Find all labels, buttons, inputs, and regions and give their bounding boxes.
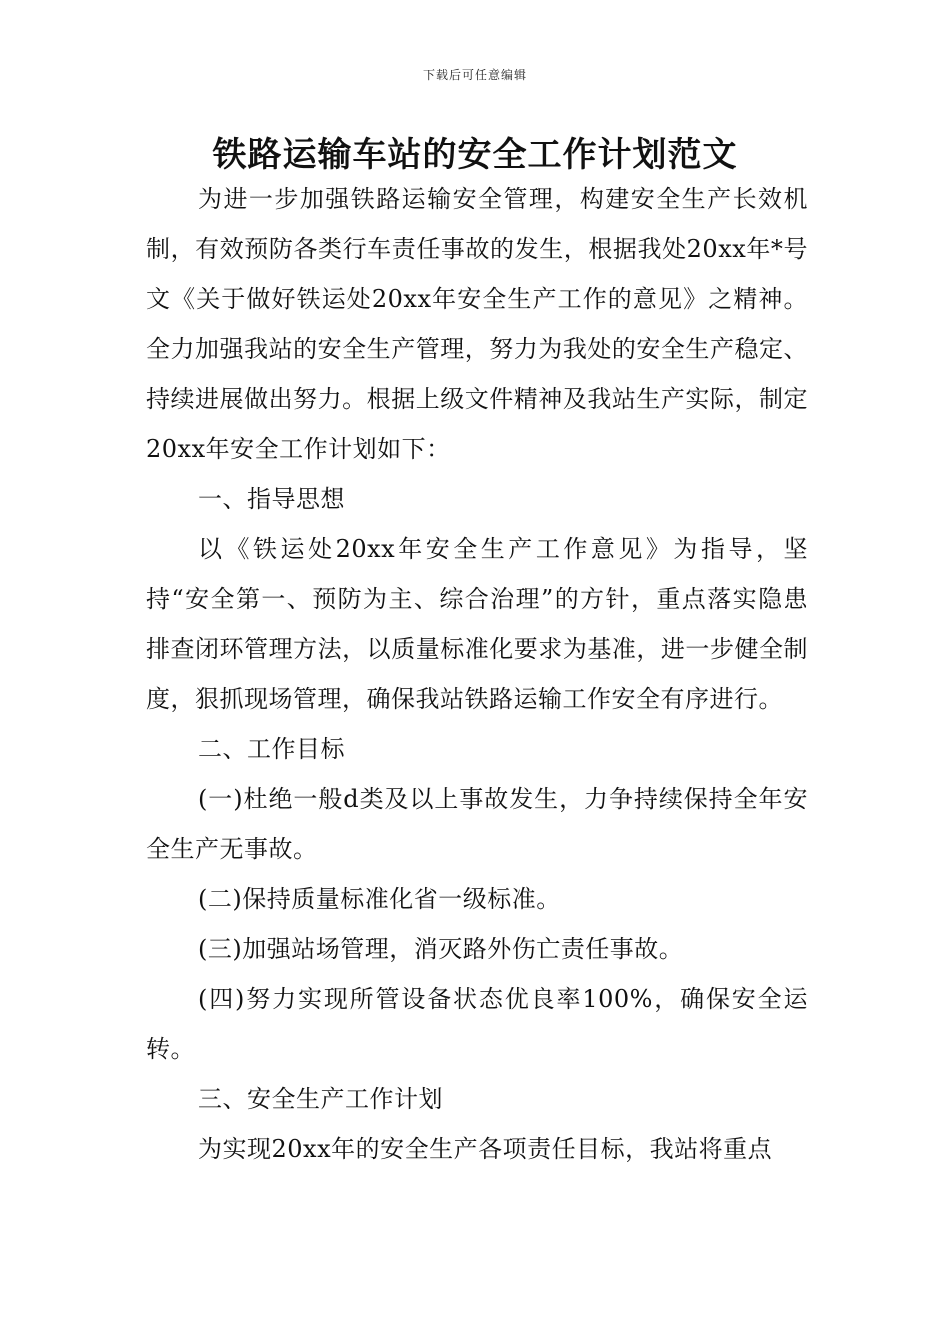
goal-item-2: (二)保持质量标准化省一级标准。 — [198, 885, 561, 913]
section-heading-work-plan: 三、安全生产工作计划 — [198, 1085, 443, 1113]
header-note: 下载后可任意编辑 — [422, 68, 527, 82]
document-title: 铁路运输车站的安全工作计划范文 — [212, 135, 738, 175]
section-heading-work-goals: 二、工作目标 — [198, 735, 345, 763]
goal-item-3: (三)加强站场管理，消灭路外伤亡责任事故。 — [198, 935, 684, 963]
goal-item-1: (一)杜绝一般d类及以上事故发生，力争持续保持全年安全生产无事故。 — [146, 785, 808, 863]
intro-paragraph: 为进一步加强铁路运输安全管理，构建安全生产长效机制，有效预防各类行车责任事故的发生，根据我处20xx年*号文《关于做好铁运处20xx年安全生产工作的意见》之精神。全力加强我站的安全生产管理，努力为我处的安全生产稳定、持续进展做出努力。根据上级文件精神及我站生产实际，制定20xx年安全工作计划如下： — [146, 185, 808, 463]
guiding-thought-paragraph: 以《铁运处20xx年安全生产工作意见》为指导，坚持“安全第一、预防为主、综合治理”的方针，重点落实隐患排查闭环管理方法，以质量标准化要求为基准，进一步健全制度，狠抓现场管理，确保我站铁路运输工作安全有序进行。 — [146, 535, 808, 713]
section-heading-guiding-thought: 一、指导思想 — [198, 485, 345, 513]
work-plan-paragraph: 为实现20xx年的安全生产各项责任目标，我站将重点 — [198, 1135, 773, 1163]
goal-item-4: (四)努力实现所管设备状态优良率100%，确保安全运转。 — [146, 985, 808, 1063]
document-body — [146, 174, 808, 1174]
